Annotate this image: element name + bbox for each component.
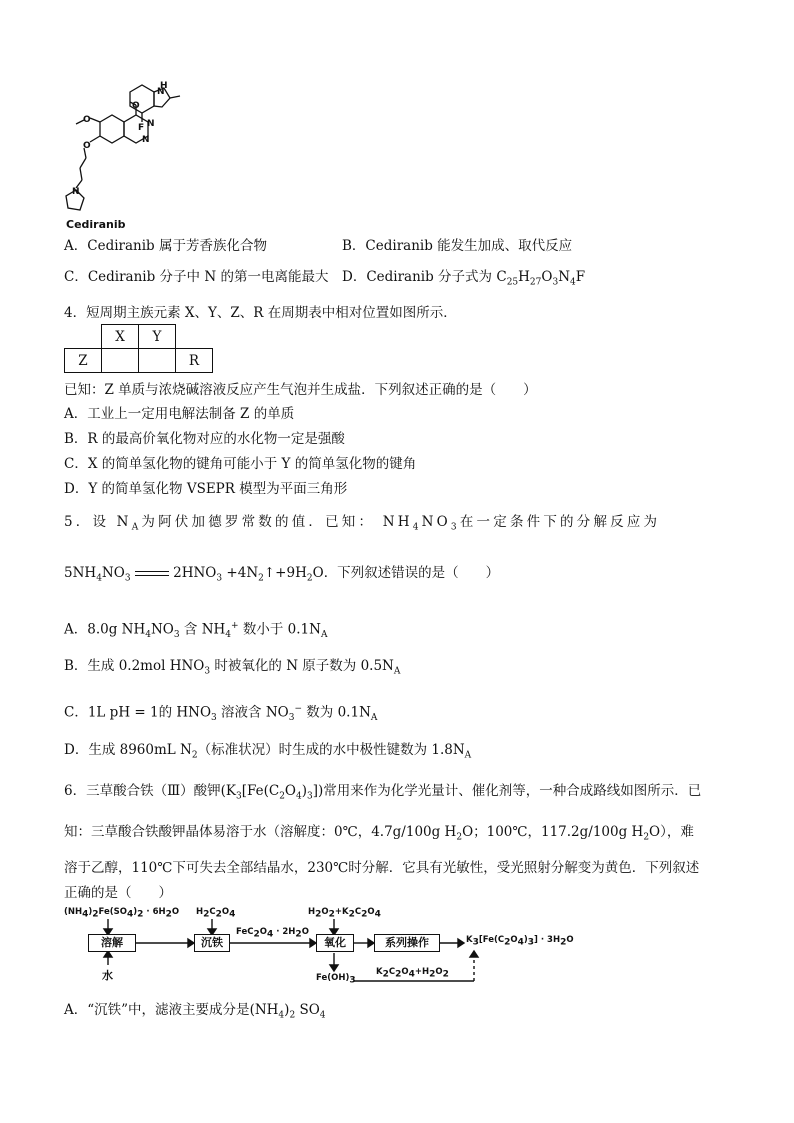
q5-option-a: A．8.0g $NH_4NO_3$ 含 $NH_4^+$ 数小于 $0.1N_A$	[64, 621, 328, 641]
flow-start-reagent: (NH4)2Fe(SO4)2 · 6H2O	[64, 907, 180, 920]
q4-known: 已知：Z 单质与浓烧碱溶液反应产生气泡并生成盐．下列叙述正确的是（ ）	[64, 382, 537, 398]
molecule-label: Cediranib	[66, 218, 126, 231]
svg-text:N: N	[72, 187, 80, 197]
q3-option-b: B．Cediranib 能发生加成、取代反应	[342, 238, 573, 254]
periodic-table-snippet	[64, 324, 213, 373]
q4-option-d: D．Y 的简单氢化物 VSEPR 模型为平面三角形	[64, 481, 348, 497]
svg-text:O: O	[132, 101, 140, 111]
cell-empty-1	[102, 349, 139, 373]
flow-arrows	[64, 905, 584, 1005]
q5-option-b: B．生成 0.2mol $HNO_3$ 时被氧化的 N 原子数为 $0.5N_A$	[64, 658, 401, 677]
q5-option-c: C．1L pH = 1的 $HNO_3$ 溶液含 $NO_3^-$ 数为 $0.1N_A$	[64, 704, 378, 724]
q4-option-c: C．X 的简单氢化物的键角可能小于 Y 的简单氢化物的键角	[64, 456, 417, 472]
flow-water: 水	[102, 969, 113, 982]
q3-option-d-text: D．Cediranib 分子式为	[342, 269, 497, 285]
svg-text:N: N	[142, 135, 150, 145]
q6-option-a: A．“沉铁”中，滤液主要成分是$(NH_4)_2$ $SO_4$	[64, 1002, 326, 1021]
svg-text:N: N	[147, 119, 155, 129]
svg-text:F: F	[138, 123, 145, 133]
svg-text:O: O	[83, 141, 91, 151]
svg-text:N: N	[157, 87, 165, 97]
cediranib-structure	[60, 80, 220, 230]
q5-equation-tail: ．下列叙述错误的是（ ）	[323, 565, 500, 581]
q5-stem: 5．设 $N_A$为阿伏加德罗常数的值．已知： $NH_4NO_3$在一定条件下的分解反应为	[64, 514, 661, 533]
q6-stem-b: 常用来作为化学光量计、催化剂等，一种合成路线如图所示．已	[323, 783, 702, 799]
flow-step-precipitate: 沉铁	[194, 934, 230, 952]
q4-stem: 4．短周期主族元素 X、Y、Z、R 在周期表中相对位置如图所示．	[64, 305, 457, 321]
q5-option-d: D．生成 8960mL $N_2$（标准状况）时生成的水中极性键数为 $1.8N_A$	[64, 742, 472, 761]
synthesis-flow-diagram	[64, 905, 584, 1005]
q3-option-d-formula: $C_{25}H_{27}O_3N_4F$	[496, 269, 586, 288]
q6-option-a-text: A．“沉铁”中，滤液主要成分是	[64, 1002, 250, 1018]
svg-text:O: O	[83, 115, 91, 125]
q6-stem: 6．三草酸合铁（Ⅲ）酸钾$(K_3[Fe(C_2O_4)_3])$常用来作为化学光量计、催化剂等，一种合成路线如图所示．已	[64, 783, 702, 802]
q6-stem-a: 6．三草酸合铁（Ⅲ）酸钾	[64, 783, 221, 799]
q3-option-c: C．Cediranib 分子中 N 的第一电离能最大	[64, 269, 329, 285]
cell-empty-2	[139, 349, 176, 373]
cell-z: Z	[65, 349, 102, 373]
flow-h2o2-k2c2o4: H2O2+K2C2O4	[308, 907, 381, 920]
cell-r: R	[176, 349, 213, 373]
flow-recycle-reagent: K2C2O4+H2O2	[376, 967, 449, 980]
flow-step-oxidize: 氧化	[316, 934, 354, 952]
flow-step-dissolve: 溶解	[88, 934, 136, 952]
flow-h2c2o4: H2C2O4	[196, 907, 236, 920]
q6-line3: 溶于乙醇，110℃下可失去全部结晶水，230℃时分解．它具有光敏性，受光照射分解变为黄色．下列叙述	[64, 860, 700, 876]
flow-product: K3[Fe(C2O4)3] · 3H2O	[466, 935, 574, 948]
flow-fec2o4: FeC2O4 · 2H2O	[236, 927, 309, 940]
q4-option-a: A．工业上一定用电解法制备 Z 的单质	[64, 406, 295, 422]
flow-feoh3: Fe(OH)3	[316, 973, 356, 986]
q5-equation: $5NH_4NO_3$ $2HNO_3$ $+4N_2↑+9H_2O$．下列叙述错误的是（ ）	[64, 565, 500, 584]
cell-y: Y	[139, 325, 176, 349]
q3-option-a: A．Cediranib 属于芳香族化合物	[64, 238, 267, 254]
cell-x: X	[102, 325, 139, 349]
q6-line2: 知：三草酸合铁酸钾晶体易溶于水（溶解度：0℃，4.7g/100g $H_2O$；100℃，117.2g/100g $H_2O$），难	[64, 824, 694, 843]
svg-text:H: H	[160, 81, 168, 91]
q4-option-b: B．R 的最高价氧化物对应的水化物一定是强酸	[64, 431, 345, 447]
q3-option-d	[342, 267, 585, 293]
q6-line4: 正确的是（ ）	[64, 885, 172, 901]
flow-step-series-operations: 系列操作	[374, 934, 440, 952]
